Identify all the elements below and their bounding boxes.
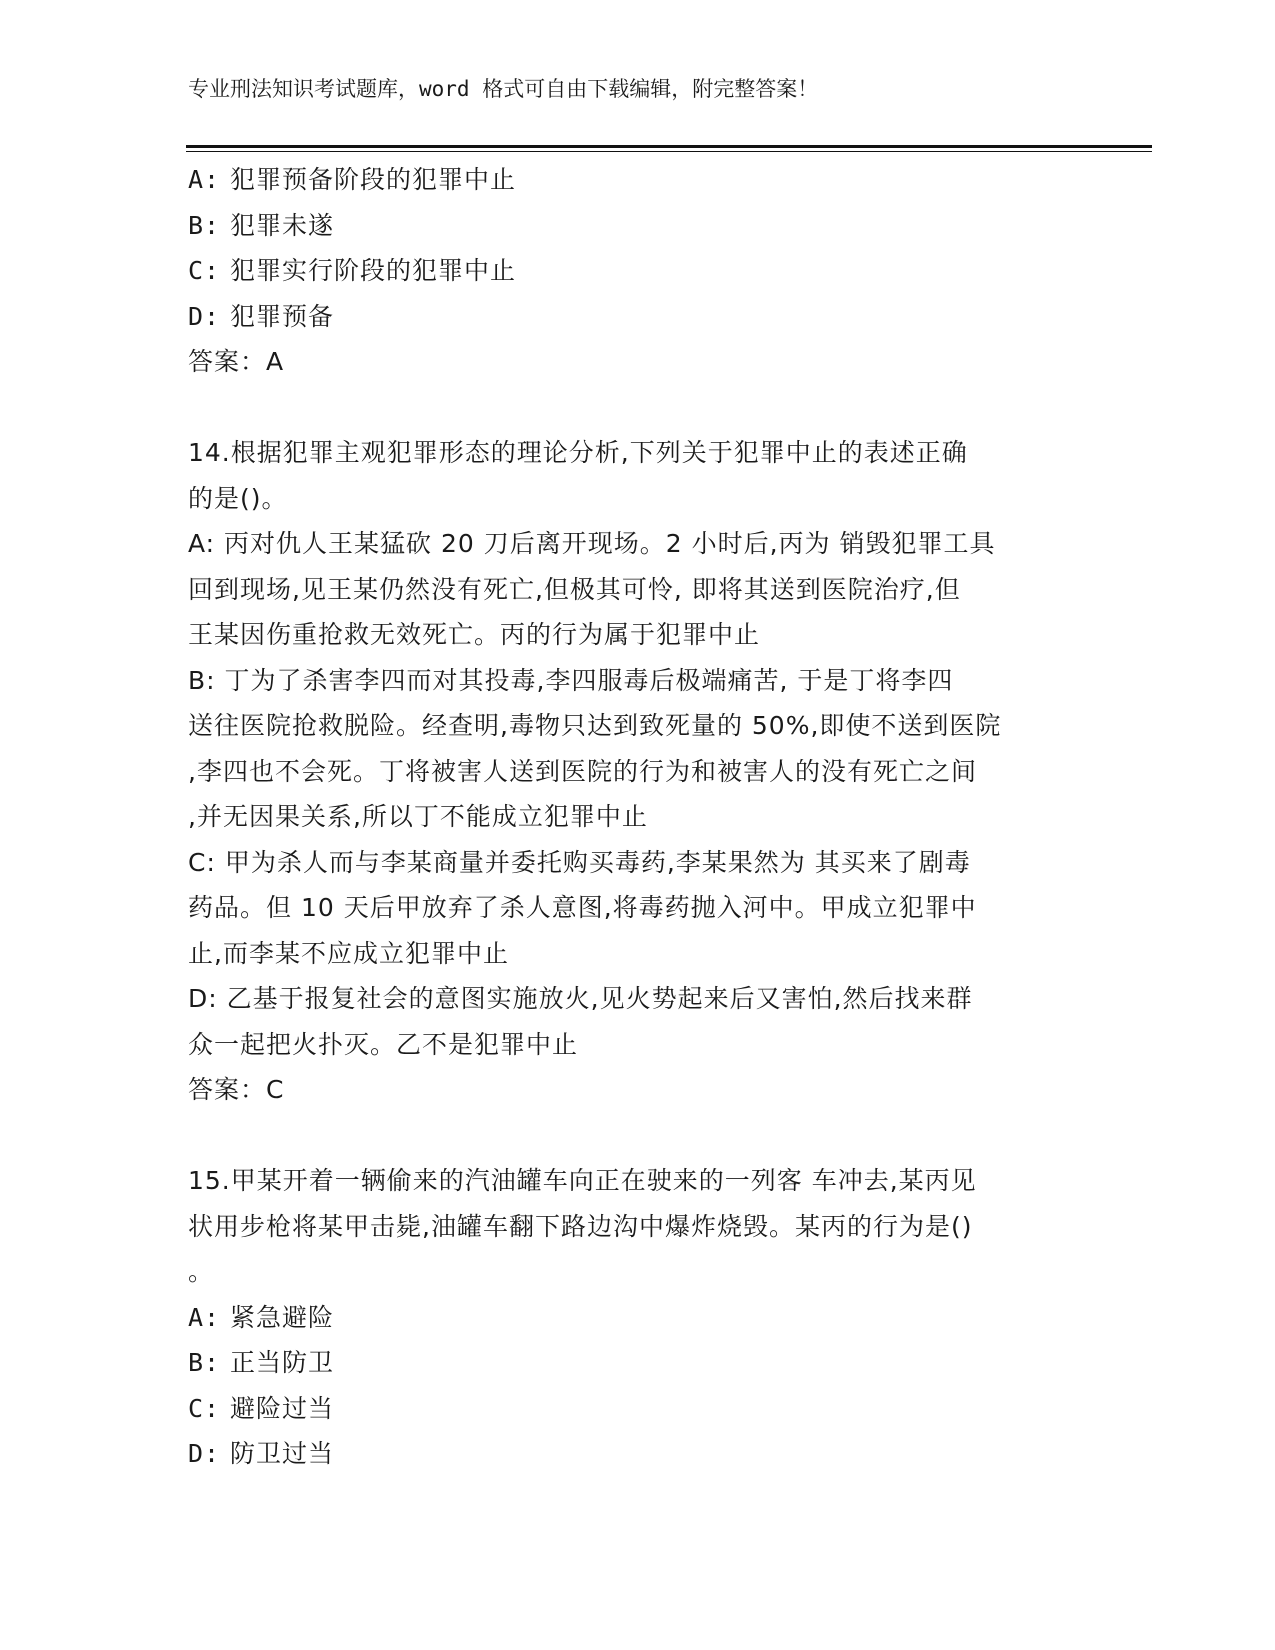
q14-option-b-line: B: 丁为了杀害李四而对其投毒,李四服毒后极端痛苦, 于是丁将李四 bbox=[188, 665, 954, 695]
q14-option-b-line: ,并无因果关系,所以丁不能成立犯罪中止 bbox=[188, 802, 648, 831]
option-text: 正当防卫 bbox=[230, 1348, 335, 1377]
q14-option-d-line: 众一起把火扑灭。乙不是犯罪中止 bbox=[188, 1029, 579, 1059]
spacer bbox=[188, 1113, 1088, 1159]
q14-option-d-line: D: 乙基于报复社会的意图实施放火,见火势起来后又害怕,然后找来群 bbox=[188, 984, 973, 1013]
q14-option-b-line: 送往医院抢救脱险。经查明,毒物只达到致死量的 50%,即使不送到医院 bbox=[188, 711, 1002, 740]
q14-option-c-line: 止,而李某不应成立犯罪中止 bbox=[188, 938, 509, 968]
option-text: 犯罪预备 bbox=[230, 301, 335, 331]
q15-option-c bbox=[188, 1386, 1088, 1432]
q14-option-a-line: A: 丙对仇人王某猛砍 20 刀后离开现场。2 小时后,丙为 销毁犯罪工具 bbox=[188, 529, 996, 558]
q14-option-c-line: 药品。但 10 天后甲放弃了杀人意图,将毒药抛入河中。甲成立犯罪中 bbox=[188, 893, 977, 922]
q13-option-c bbox=[188, 248, 1088, 294]
q15-option-a bbox=[188, 1295, 1088, 1341]
spacer bbox=[188, 385, 1088, 431]
q14-option-a-line: 王某因伤重抢救无效死亡。丙的行为属于犯罪中止 bbox=[188, 620, 761, 649]
q15-stem-line: 状用步枪将某甲击毙,油罐车翻下路边沟中爆炸烧毁。某丙的行为是() bbox=[188, 1211, 973, 1241]
option-label: C: bbox=[188, 1393, 221, 1423]
q15-stem-line: 。 bbox=[188, 1257, 215, 1286]
q15-option-d bbox=[188, 1431, 1088, 1477]
option-text: 犯罪预备阶段的犯罪中止 bbox=[230, 165, 517, 194]
page-header: 专业刑法知识考试题库，word 格式可自由下载编辑，附完整答案！ bbox=[188, 77, 819, 101]
q15-stem-line: 15.甲某开着一辆偷来的汽油罐车向正在驶来的一列客 车冲去,某丙见 bbox=[188, 1166, 977, 1195]
q13-option-a bbox=[188, 157, 1088, 203]
option-label: D: bbox=[188, 1439, 221, 1468]
q14-stem-line: 的是()。 bbox=[188, 483, 288, 513]
q14-option-a-line: 回到现场,见王某仍然没有死亡,但极其可怜, 即将其送到医院治疗,但 bbox=[188, 574, 961, 604]
option-text: 防卫过当 bbox=[230, 1439, 335, 1468]
option-text: 犯罪未遂 bbox=[230, 210, 335, 240]
option-text: 紧急避险 bbox=[230, 1302, 335, 1332]
question-content bbox=[188, 157, 1088, 1477]
q15-option-b bbox=[188, 1340, 1088, 1386]
q13-option-b bbox=[188, 203, 1088, 249]
option-label: B: bbox=[188, 1348, 221, 1377]
header-rule-thick bbox=[186, 145, 1152, 148]
q14-option-b-line: ,李四也不会死。丁将被害人送到医院的行为和被害人的没有死亡之间 bbox=[188, 756, 977, 786]
option-label: D: bbox=[188, 301, 221, 331]
option-label: B: bbox=[188, 210, 221, 240]
q14-option-c-line: C: 甲为杀人而与李某商量并委托购买毒药,李某果然为 其买来了剧毒 bbox=[188, 847, 971, 877]
option-label: A: bbox=[188, 1302, 221, 1332]
q14-answer: 答案：C bbox=[188, 1075, 285, 1104]
q14-stem-line: 14.根据犯罪主观犯罪形态的理论分析,下列关于犯罪中止的表述正确 bbox=[188, 438, 968, 467]
option-label: C: bbox=[188, 256, 221, 285]
option-label: A: bbox=[188, 165, 221, 194]
q13-option-d bbox=[188, 294, 1088, 340]
q13-answer: 答案：A bbox=[188, 347, 285, 376]
header-rule-thin bbox=[186, 151, 1152, 152]
option-text: 避险过当 bbox=[230, 1393, 335, 1423]
option-text: 犯罪实行阶段的犯罪中止 bbox=[230, 256, 517, 285]
